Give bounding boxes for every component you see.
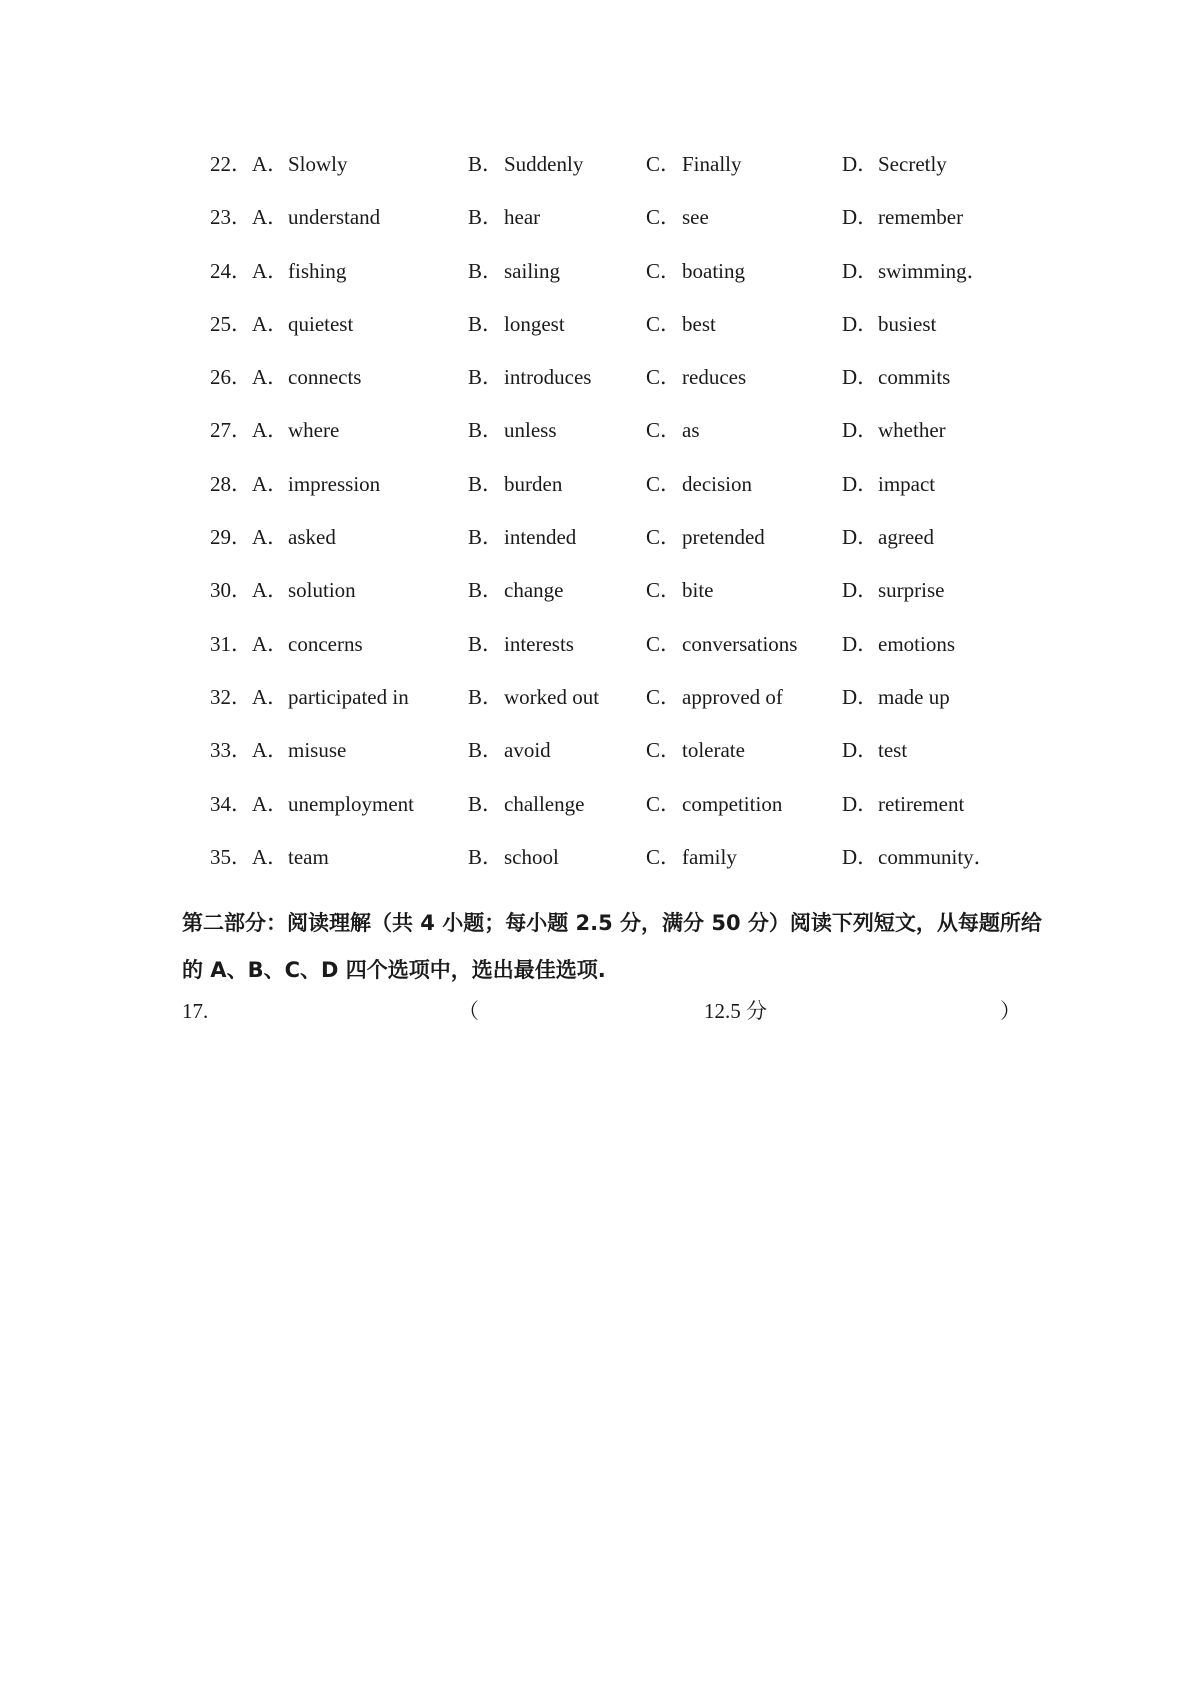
option-c [646, 416, 700, 444]
option-text: misuse [288, 738, 347, 763]
option-d [842, 683, 950, 711]
option-letter: D． [842, 365, 879, 390]
question-17-close-paren: ） [1000, 999, 1021, 1023]
option-text: worked out [504, 684, 600, 709]
option-text: bite [682, 578, 714, 603]
option-b [468, 683, 599, 711]
option-a [252, 843, 329, 871]
option-text: hear [504, 205, 541, 230]
option-letter: D． [842, 525, 879, 550]
option-letter: D． [842, 205, 879, 230]
option-letter: B． [468, 578, 504, 603]
option-letter: B． [468, 311, 504, 336]
option-text: solution [288, 578, 356, 603]
option-text: pretended [682, 525, 765, 550]
question-row [210, 736, 1030, 789]
option-a [252, 416, 339, 444]
option-text: unless [504, 418, 557, 443]
option-a [252, 736, 346, 764]
option-text: connects [288, 365, 362, 390]
option-c [646, 310, 716, 338]
option-letter: D． [842, 844, 879, 869]
option-c [646, 203, 709, 231]
option-letter: D． [842, 631, 879, 656]
option-text: family [682, 844, 737, 869]
option-letter: B． [468, 471, 504, 496]
option-c [646, 683, 783, 711]
option-d [842, 363, 950, 391]
option-letter: A． [252, 418, 289, 443]
question-row [210, 257, 1030, 310]
option-letter: D． [842, 684, 879, 709]
option-d [842, 736, 907, 764]
question-row [210, 203, 1030, 256]
option-letter: D． [842, 738, 879, 763]
option-text: agreed [878, 525, 934, 550]
option-letter: C． [646, 631, 682, 656]
option-b [468, 843, 559, 871]
option-d [842, 257, 988, 285]
question-number: 25． [210, 311, 252, 336]
option-d [842, 523, 934, 551]
option-text: retirement [878, 791, 965, 816]
option-text: busiest [878, 311, 937, 336]
option-d [842, 843, 995, 871]
option-text: unemployment [288, 791, 414, 816]
option-c [646, 736, 745, 764]
question-number: 26． [210, 365, 252, 390]
option-a [252, 576, 356, 604]
option-text: impact [878, 471, 936, 496]
option-letter: C． [646, 844, 682, 869]
option-b [468, 203, 540, 231]
question-row [210, 790, 1030, 843]
section-heading-line-2: 的 A、B、C、D 四个选项中，选出最佳选项. [182, 958, 606, 982]
option-a [252, 363, 361, 391]
option-text: commits [878, 365, 951, 390]
option-text: change [504, 578, 564, 603]
section-heading-line-1: 第二部分：阅读理解（共 4 小题；每小题 2.5 分，满分 50 分）阅读下列短文，从每题所给 [182, 911, 1042, 935]
option-letter: C． [646, 525, 682, 550]
option-letter: A． [252, 844, 289, 869]
option-d [842, 150, 947, 178]
option-text: challenge [504, 791, 585, 816]
option-text: as [682, 418, 700, 443]
option-letter: C． [646, 738, 682, 763]
option-text: understand [288, 205, 381, 230]
question-number: 35． [210, 844, 252, 869]
option-letter: B． [468, 418, 504, 443]
option-a [252, 310, 353, 338]
option-text: decision [682, 471, 752, 496]
option-text: boating [682, 258, 745, 283]
option-letter: D． [842, 311, 879, 336]
question-row [210, 683, 1030, 736]
question-number: 32． [210, 684, 252, 709]
option-text: where [288, 418, 340, 443]
option-text: Suddenly [504, 152, 584, 176]
option-text: conversations [682, 631, 798, 656]
option-d [842, 470, 935, 498]
section-heading [182, 900, 1042, 994]
option-b [468, 630, 574, 658]
question-row [210, 363, 1030, 416]
option-a [252, 630, 363, 658]
question-17-open-paren: （ [458, 999, 479, 1023]
option-text: see [682, 205, 709, 230]
cloze-options-list [210, 150, 1030, 896]
option-c [646, 363, 746, 391]
option-letter: A． [252, 258, 289, 283]
option-letter: B． [468, 258, 504, 283]
question-row [210, 576, 1030, 629]
option-text: intended [504, 525, 577, 550]
option-letter: C． [646, 258, 682, 283]
option-letter: A． [252, 631, 289, 656]
option-letter: C． [646, 791, 682, 816]
option-a [252, 257, 346, 285]
option-d [842, 790, 964, 818]
option-letter: D． [842, 152, 879, 176]
option-letter: A． [252, 311, 289, 336]
option-text: swimming． [878, 258, 988, 283]
option-letter: B． [468, 205, 504, 230]
option-a [252, 470, 380, 498]
option-letter: A． [252, 525, 289, 550]
question-row [210, 843, 1030, 896]
option-c [646, 470, 752, 498]
option-b [468, 736, 551, 764]
option-b [468, 523, 576, 551]
option-c [646, 150, 742, 178]
option-a [252, 203, 380, 231]
question-number: 29． [210, 525, 252, 550]
option-text: participated in [288, 684, 409, 709]
option-letter: A． [252, 365, 289, 390]
option-text: tolerate [682, 738, 745, 763]
question-number: 31． [210, 631, 252, 656]
question-row [210, 630, 1030, 683]
option-letter: B． [468, 631, 504, 656]
option-text: made up [878, 684, 950, 709]
option-text: quietest [288, 311, 354, 336]
question-row [210, 150, 1030, 203]
option-letter: C． [646, 365, 682, 390]
option-letter: D． [842, 418, 879, 443]
option-letter: A． [252, 205, 289, 230]
option-c [646, 257, 745, 285]
option-letter: C． [646, 578, 682, 603]
question-number: 24． [210, 258, 252, 283]
option-b [468, 790, 584, 818]
option-letter: A． [252, 791, 289, 816]
question-number: 27． [210, 418, 252, 443]
option-b [468, 470, 562, 498]
option-letter: A． [252, 578, 289, 603]
question-number: 33． [210, 738, 252, 763]
option-c [646, 630, 797, 658]
option-letter: D． [842, 578, 879, 603]
question-row [210, 310, 1030, 363]
option-letter: C． [646, 684, 682, 709]
option-text: surprise [878, 578, 945, 603]
option-text: reduces [682, 365, 747, 390]
option-c [646, 843, 737, 871]
option-text: sailing [504, 258, 560, 283]
option-letter: B． [468, 525, 504, 550]
option-text: Secretly [878, 152, 947, 176]
option-d [842, 310, 936, 338]
option-text: competition [682, 791, 783, 816]
option-letter: C． [646, 418, 682, 443]
option-text: team [288, 844, 329, 869]
option-text: longest [504, 311, 565, 336]
option-b [468, 576, 563, 604]
option-letter: C． [646, 205, 682, 230]
option-text: Finally [682, 152, 742, 176]
option-text: best [682, 311, 716, 336]
option-text: remember [878, 205, 964, 230]
option-b [468, 257, 560, 285]
option-text: test [878, 738, 908, 763]
question-row [210, 416, 1030, 469]
question-number: 28． [210, 471, 252, 496]
option-a [252, 790, 414, 818]
question-17-score: 12.5 分 [704, 999, 767, 1023]
question-17-number: 17. [182, 999, 209, 1023]
option-text: concerns [288, 631, 363, 656]
option-letter: A． [252, 471, 289, 496]
option-text: interests [504, 631, 574, 656]
option-letter: A． [252, 152, 289, 176]
option-d [842, 630, 955, 658]
option-text: Slowly [288, 152, 348, 176]
option-c [646, 523, 765, 551]
option-letter: A． [252, 684, 289, 709]
option-text: impression [288, 471, 381, 496]
option-letter: B． [468, 152, 504, 176]
option-text: burden [504, 471, 563, 496]
option-letter: B． [468, 738, 504, 763]
option-b [468, 416, 557, 444]
question-number: 22． [210, 152, 252, 176]
option-letter: D． [842, 471, 879, 496]
option-a [252, 683, 409, 711]
option-letter: B． [468, 791, 504, 816]
option-c [646, 576, 714, 604]
option-a [252, 150, 348, 178]
option-letter: C． [646, 152, 682, 176]
option-letter: B． [468, 684, 504, 709]
option-c [646, 790, 782, 818]
option-letter: B． [468, 844, 504, 869]
question-number: 23． [210, 205, 252, 230]
option-b [468, 310, 565, 338]
option-text: fishing [288, 258, 347, 283]
option-b [468, 150, 583, 178]
question-row [210, 523, 1030, 576]
option-text: school [504, 844, 559, 869]
option-letter: C． [646, 471, 682, 496]
option-letter: D． [842, 791, 879, 816]
option-letter: C． [646, 311, 682, 336]
option-a [252, 523, 336, 551]
option-text: community． [878, 844, 995, 869]
option-text: avoid [504, 738, 551, 763]
question-number: 30． [210, 578, 252, 603]
option-text: introduces [504, 365, 592, 390]
option-d [842, 203, 963, 231]
option-d [842, 576, 945, 604]
question-number: 34． [210, 791, 252, 816]
option-letter: D． [842, 258, 879, 283]
option-text: whether [878, 418, 946, 443]
option-letter: A． [252, 738, 289, 763]
option-text: emotions [878, 631, 955, 656]
option-d [842, 416, 946, 444]
question-row [210, 470, 1030, 523]
option-text: approved of [682, 684, 783, 709]
option-b [468, 363, 591, 391]
option-text: asked [288, 525, 336, 550]
option-letter: B． [468, 365, 504, 390]
